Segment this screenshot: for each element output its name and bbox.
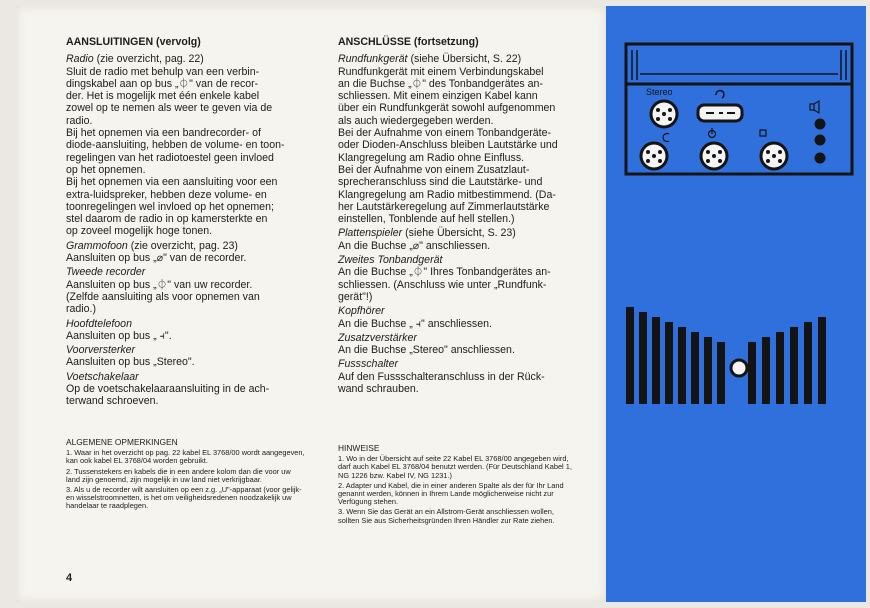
body-line: wand schrauben.: [338, 383, 419, 396]
note-item: 3. Als u de recorder wilt aansluiten op een z.g. „U"-apparaat (voor gelijk- en wisselstroomnetten, is het om veiligheidsredenen noodzakelijk uw handelaar te raadplegen.: [66, 485, 302, 511]
speaker-socket-2: [815, 135, 826, 146]
body-line: extra-luidspreker, hebben deze volume- en: [66, 188, 267, 201]
note-item: 1. Waar in het overzicht op pag. 22 kabel EL 3768/00 wordt aangegeven, kan ook kabel EL 3768/04 worden gebruikt.: [66, 448, 305, 466]
body-line: op zoveel mogelijk hoge tonen.: [66, 225, 213, 238]
grille-bar: [762, 337, 770, 404]
section-title: [66, 53, 306, 65]
grille-knob-icon: [731, 360, 747, 376]
body-line: Op de voetschakelaaraansluiting in de ach-: [66, 383, 270, 396]
section-title-text: Rundfunkgerät: [338, 53, 408, 66]
section-title: [338, 227, 574, 239]
body-line: An die Buchse „⏀" Ihres Tonbandgerätes an-: [338, 266, 551, 279]
section-title-text: Zusatzverstärker: [338, 331, 417, 344]
section-title-text: Plattenspieler: [338, 227, 403, 240]
section-reference: (siehe Übersicht, S. 23): [402, 227, 516, 240]
body-line: gerät"!): [338, 290, 373, 303]
body-line: radio.): [66, 303, 97, 316]
body-line: terwand schroeven.: [66, 395, 159, 408]
grille-bar: [717, 342, 725, 404]
page-number: 4: [66, 572, 73, 584]
headphone-socket-icon: [815, 153, 826, 164]
body-line: über ein Rundfunkgerät sowohl aufgenommen: [338, 102, 556, 115]
section-title: [66, 240, 306, 252]
grille-bar: [665, 322, 673, 404]
section-title-text: Radio: [66, 53, 94, 66]
stereo-label: Stereo: [646, 87, 673, 97]
note-item: 2. Tussenstekers en kabels die in een andere kolom dan die voor uw land zijn genoemd, zijn mogelijk in uw land niet verkrijgbaar.: [66, 466, 291, 484]
body-line: Bij het opnemen via een aansluiting voor een: [66, 176, 278, 189]
body-line: her Lautstärkeregelung auf Zimmerlautstärke: [338, 200, 550, 213]
section-title: [66, 318, 306, 330]
slot-ribs: [632, 50, 846, 80]
section-title-text: Voorversterker: [66, 344, 136, 357]
left-notes-heading: ALGEMENE OPMERKINGEN: [66, 437, 178, 447]
body-line: der. Het is mogelijk met één enkele kabel: [66, 90, 260, 103]
section-title-text: Grammofoon: [66, 239, 128, 252]
body-line: zowel op te nemen als weer te geven via de: [66, 102, 273, 115]
note-item: 1. Wo in der Übersicht auf seite 22 Kabel EL 3768/00 angegeben wird, darf auch Kabel EL 3768/04 benutzt werden. (Für Deutschland Kabel 1, NG 1226 bzw. Kabel IV, NG 1231.): [338, 454, 572, 480]
grille-bar: [691, 332, 699, 404]
section-title-text: Zweites Tonbandgerät: [338, 254, 443, 267]
body-line: Aansluiten op bus „ ⫞".: [66, 329, 172, 342]
recorder-socket-icon: [701, 143, 727, 169]
body-line: Bij het opnemen via een bandrecorder- of: [66, 127, 261, 140]
body-line: Aansluiten op bus „⏀" van uw recorder.: [66, 278, 253, 291]
grille-bar: [639, 312, 647, 404]
section-title-text: Fussschalter: [338, 358, 399, 371]
right-column-german: [338, 36, 574, 395]
small-symbols-icons: [663, 128, 766, 142]
body-line: Bei der Aufnahme von einem Zusatzlaut-: [338, 163, 530, 176]
body-line: (Zelfde aansluiting als voor opnemen van: [66, 290, 260, 303]
grille-bar: [748, 342, 756, 404]
body-line: dingskabel aan op bus „⏀" van de recor-: [66, 77, 259, 90]
grille-bar: [804, 322, 812, 404]
phono-socket-icon: [761, 143, 787, 169]
body-line: sprecheranschluss sind die Lautstärke- und: [338, 176, 543, 189]
body-line: einstellen, Tonblende auf hell stellen.): [338, 213, 515, 226]
speaker-icon: [810, 101, 819, 113]
top-slot: [626, 44, 852, 84]
section-reference: (siehe Übersicht, S. 22): [407, 53, 522, 66]
body-line: stel daarom de radio in op kamersterkte en: [66, 213, 268, 226]
grille-bar: [704, 337, 712, 404]
body-line: radio.: [66, 114, 93, 127]
body-line: toonregelingen wel invloed op het opnemen;: [66, 200, 274, 213]
right-notes: [338, 444, 574, 527]
note-item: 2. Adapter und Kabel, die in einer anderen Spalte als der für Ihr Land genannt werden, können in Ihrem Lande möglicherweise nicht zur Verfügung stehen.: [338, 480, 564, 507]
body-line: an die Buchse „⏀" des Tonbandgerätes an-: [338, 77, 543, 90]
left-heading: AANSLUITINGEN (vervolg): [66, 36, 201, 48]
section-title-text: Hoofdtelefoon: [66, 317, 132, 330]
body-line: Auf den Fussschalteranschluss in der Rück-: [338, 370, 545, 383]
section-title: [338, 305, 574, 317]
grille-bar: [678, 327, 686, 404]
body-line: An die Buchse „⌀" anschliessen.: [338, 239, 491, 252]
section-title: [338, 332, 574, 344]
body-line: Rundfunkgerät mit einem Verbindungskabel: [338, 65, 544, 78]
body-line: Aansluiten op bus „Stereo".: [66, 356, 195, 369]
section-title: [338, 358, 574, 370]
left-notes: [66, 438, 306, 513]
body-line: op het opnemen.: [66, 163, 146, 176]
grille-bar: [626, 307, 634, 404]
speaker-socket-1: [815, 119, 826, 130]
section-title-text: Tweede recorder: [66, 266, 146, 279]
body-line: Aansluiten op bus „⌀" van de recorder.: [66, 252, 247, 265]
body-line: regelingen van het radiotoestel geen invloed: [66, 151, 274, 164]
section-title: [338, 53, 574, 65]
right-heading: ANSCHLÜSSE (fortsetzung): [338, 36, 479, 48]
body-line: Klangregelung am Radio mitbestimmend. (Da-: [338, 188, 556, 201]
note-item: 3. Wenn Sie das Gerät an ein Allstrom-Gerät anschliessen wollen, sollten Sie aus Sicherheitsgründen Ihren Händler zur Rate ziehen.: [338, 507, 555, 525]
grille-bar: [790, 327, 798, 404]
body-line: An die Buchse „Stereo" anschliessen.: [338, 344, 515, 357]
section-title: [66, 344, 306, 356]
body-line: als auch wiedergegeben werden.: [338, 114, 494, 127]
body-line: Sluit de radio met behulp van een verbin-: [66, 65, 260, 78]
body-line: schliessen. Mit einem einzigen Kabel kann: [338, 90, 538, 103]
recorder-illustration: [606, 6, 866, 602]
left-column-dutch: [66, 36, 306, 408]
body-line: oder Dioden-Anschluss bleiben Lautstärke und: [338, 139, 558, 152]
grille-bar: [776, 332, 784, 404]
section-title: [338, 254, 574, 266]
section-reference: (zie overzicht, pag. 22): [93, 53, 204, 66]
section-title-text: Voetschakelaar: [66, 370, 139, 383]
radio-socket-icon: [641, 143, 667, 169]
section-reference: (zie overzicht, pag. 23): [127, 239, 238, 252]
grille-bar: [652, 317, 660, 404]
section-title: [66, 371, 306, 383]
body-line: Klangregelung am Radio ohne Einfluss.: [338, 151, 525, 164]
right-notes-heading: HINWEISE: [338, 443, 380, 453]
grille-bar: [818, 317, 826, 404]
stereo-socket-icon: [651, 101, 677, 127]
body-line: schliessen. (Anschluss wie unter „Rundfunk-: [338, 278, 547, 291]
blue-cover-panel: [606, 6, 866, 602]
body-line: Bei der Aufnahme von einem Tonbandgeräte-: [338, 127, 552, 140]
section-title-text: Kopfhörer: [338, 305, 385, 318]
body-line: An die Buchse „ ⫞" anschliessen.: [338, 317, 492, 330]
speaker-grille: [626, 307, 826, 404]
body-line: diode-aansluiting, hebben de volume- en toon-: [66, 139, 285, 152]
section-title: [66, 266, 306, 278]
foot-switch-socket-icon: [698, 91, 742, 121]
